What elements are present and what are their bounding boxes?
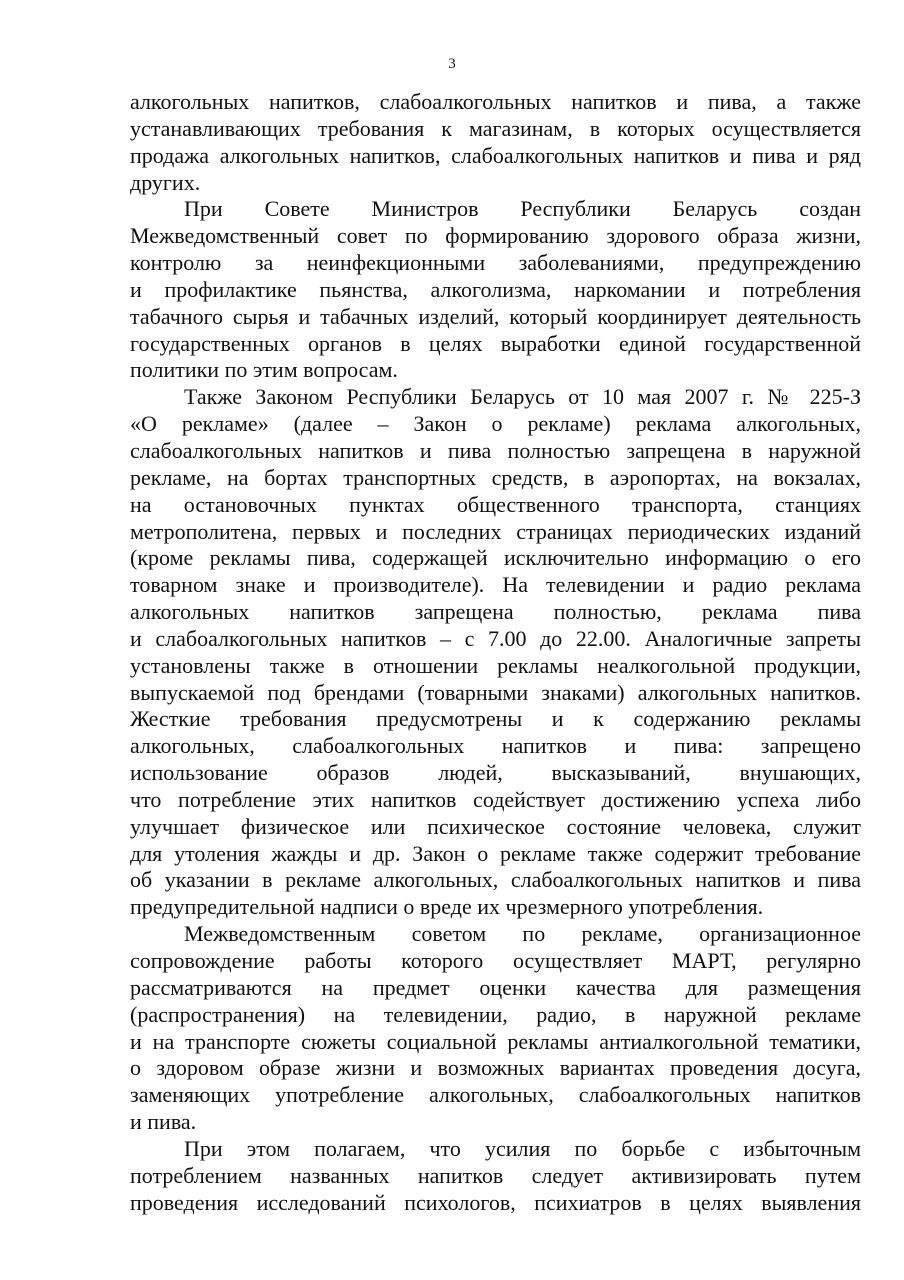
text-line: на остановочных пунктах общественного транспорта, станциях [130, 491, 861, 517]
text-line: рассматриваются на предмет оценки качества для размещения [130, 974, 861, 1000]
text-line: заменяющих употребление алкогольных, слабоалкогольных напитков [130, 1082, 861, 1108]
text-line: (распространения) на телевидении, радио, в наружной рекламе [130, 1001, 861, 1027]
text-line: потреблением названных напитков следует активизировать путем [130, 1162, 861, 1188]
text-line: алкогольных напитков, слабоалкогольных напитков и пива, а также [130, 89, 861, 114]
text-line: сопровождение работы которого осуществляет МАРТ, регулярно [130, 948, 861, 973]
text-line: и на транспорте сюжеты социальной рекламы антиалкогольной тематики, [130, 1028, 861, 1054]
text-line: для утоления жажды и др. Закон о рекламе также содержит требование [130, 840, 861, 866]
text-line: других. [130, 169, 201, 195]
paragraph-start: Межведомственным советом по рекламе, организационное [184, 921, 861, 947]
text-line: метрополитена, первых и последних страницах периодических изданий [130, 518, 861, 544]
document-body [130, 89, 861, 1216]
text-line: о здоровом образе жизни и возможных вариантах проведения досуга, [130, 1055, 861, 1081]
text-line: и пива. [130, 1109, 197, 1135]
text-line: и слабоалкогольных напитков – с 7.00 до 22.00. Аналогичные запреты [130, 625, 861, 651]
text-line: (кроме рекламы пива, содержащей исключительно информацию о его [130, 545, 861, 571]
text-line: об указании в рекламе алкогольных, слабоалкогольных напитков и пива [130, 867, 861, 893]
paragraph-start: Также Законом Республики Беларусь от 10 мая 2007 г. № 225-З [184, 384, 861, 410]
paragraph-start: При Совете Министров Республики Беларусь создан [184, 196, 861, 222]
text-line: Межведомственный совет по формированию здорового образа жизни, [130, 223, 861, 249]
text-line: слабоалкогольных напитков и пива полностью запрещена в наружной [130, 437, 861, 463]
text-line: и профилактике пьянства, алкоголизма, наркомании и потребления [130, 276, 861, 302]
text-line: проведения исследований психологов, психиатров в целях выявления [130, 1189, 861, 1215]
paragraph-start: При этом полагаем, что усилия по борьбе с избыточным [184, 1135, 861, 1161]
text-line: выпускаемой под брендами (товарными знаками) алкогольных напитков. [130, 679, 861, 705]
text-line: алкогольных напитков запрещена полностью, реклама пива [130, 599, 861, 625]
text-line: Жесткие требования предусмотрены и к содержанию рекламы [130, 706, 861, 732]
text-line: устанавливающих требования к магазинам, в которых осуществляется [130, 115, 861, 141]
text-line: установлены также в отношении рекламы неалкогольной продукции, [130, 652, 861, 678]
text-line: государственных органов в целях выработки единой государственной [130, 330, 861, 356]
text-line: предупредительной надписи о вреде их чрезмерного употребления. [130, 894, 764, 920]
text-line: контролю за неинфекционными заболеваниями, предупреждению [130, 250, 861, 276]
text-line: «О рекламе» (далее – Закон о рекламе) реклама алкогольных, [130, 411, 861, 437]
text-line: улучшает физическое или психическое состояние человека, служит [130, 813, 861, 839]
text-line: использование образов людей, высказываний, внушающих, [130, 760, 861, 786]
text-line: табачного сырья и табачных изделий, который координирует деятельность [130, 303, 861, 329]
text-line: товарном знаке и производителе). На телевидении и радио реклама [130, 572, 861, 598]
page-number: 3 [448, 56, 456, 72]
text-line: рекламе, на бортах транспортных средств, в аэропортах, на вокзалах, [130, 464, 861, 490]
text-line: что потребление этих напитков содействует достижению успеха либо [130, 786, 861, 812]
text-line: алкогольных, слабоалкогольных напитков и пива: запрещено [130, 733, 861, 759]
text-line: продажа алкогольных напитков, слабоалкогольных напитков и пива и ряд [130, 142, 861, 168]
text-line: политики по этим вопросам. [130, 357, 398, 383]
